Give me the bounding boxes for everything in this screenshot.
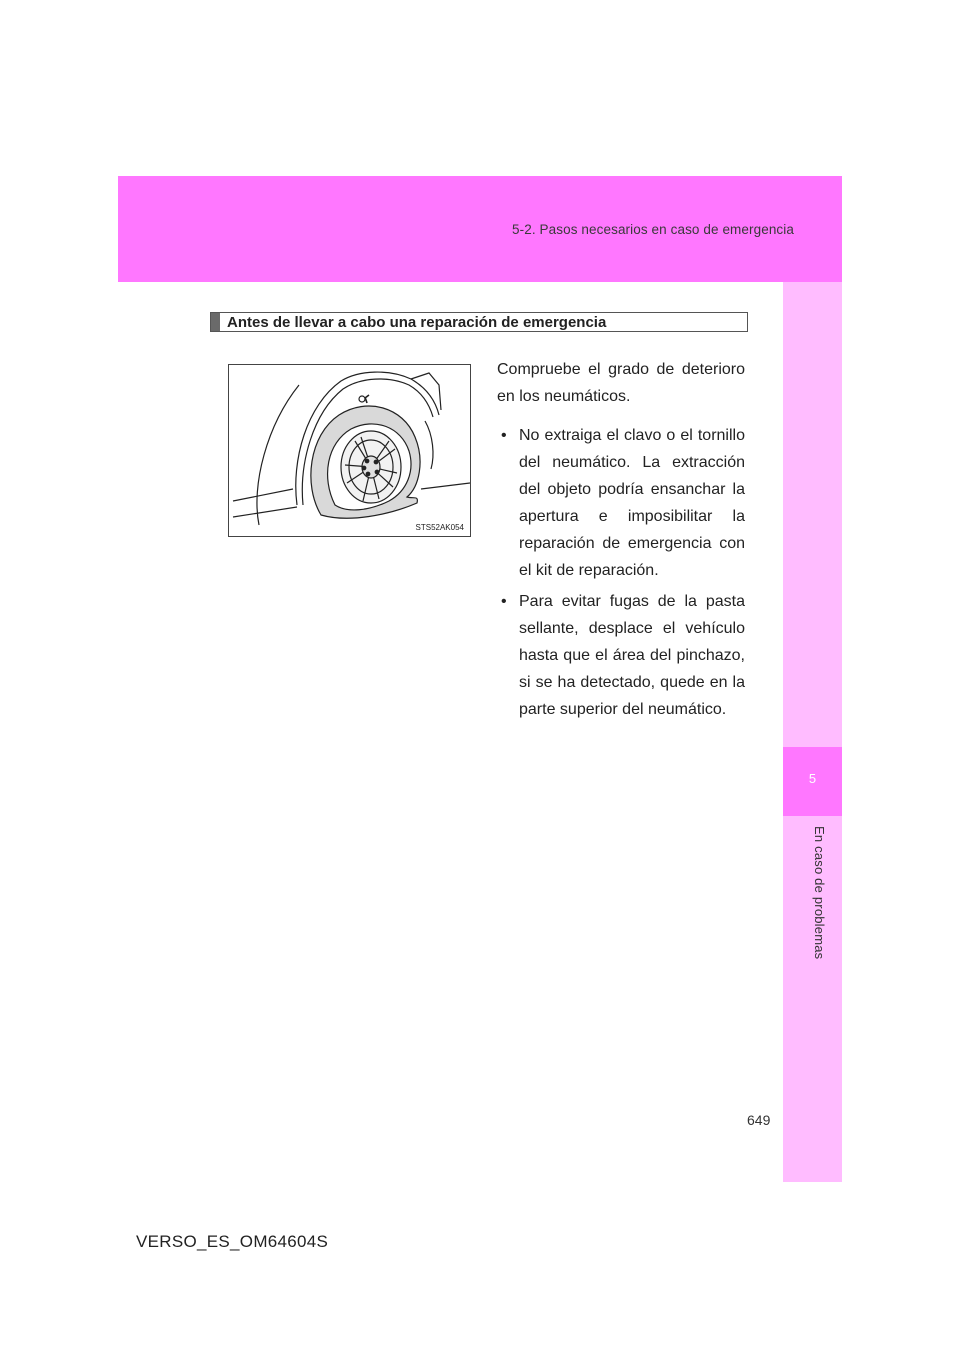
side-tab xyxy=(783,282,842,1182)
bullet-icon: • xyxy=(501,427,507,444)
intro-paragraph: Compruebe el grado de deterioro en los neumáticos. xyxy=(497,361,745,405)
bullet-item xyxy=(497,422,745,584)
bullet-icon: • xyxy=(501,593,507,610)
side-chapter-tab xyxy=(783,747,842,816)
figure-code: STS52AK054 xyxy=(415,523,464,532)
page-number: 649 xyxy=(747,1112,771,1128)
section-title: Antes de llevar a cabo una reparación de emergencia xyxy=(227,313,607,331)
section-title-box xyxy=(210,312,748,332)
bullet-text: Para evitar fugas de la pasta sellante, desplace el vehículo hasta que el área del pinchazo, si se ha detectado, quede en la parte superior del neumático. xyxy=(519,593,745,718)
bullet-text: No extraiga el clavo o el tornillo del neumático. La extracción del objeto podría ensanchar la apertura e imposibilitar la reparación de emergencia con el kit de reparación. xyxy=(519,427,745,579)
flat-tire-drawing xyxy=(229,365,470,536)
header-band xyxy=(118,176,842,282)
bullet-item xyxy=(497,588,745,723)
footer-document-code: VERSO_ES_OM64604S xyxy=(136,1232,329,1251)
tire-illustration xyxy=(228,364,471,537)
body-text xyxy=(497,356,745,727)
section-title-marker xyxy=(211,313,220,331)
header-section-title: 5-2. Pasos necesarios en caso de emergencia xyxy=(512,222,794,237)
chapter-label: En caso de problemas xyxy=(812,826,827,960)
chapter-number: 5 xyxy=(808,771,817,786)
